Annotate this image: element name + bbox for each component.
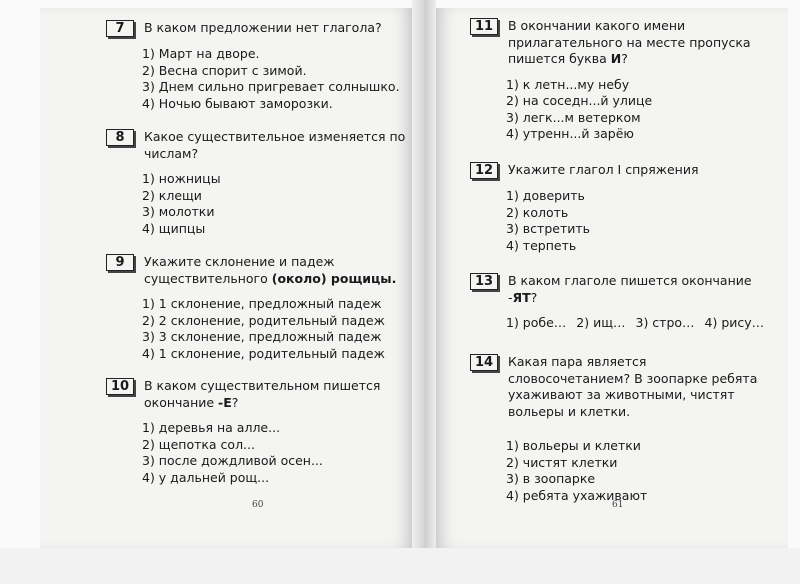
option: 3) Днем сильно пригревает солнышко. — [142, 79, 400, 94]
question-number: 7 — [106, 20, 134, 37]
question-text-bold: -Е — [218, 394, 232, 410]
question-13 — [470, 273, 770, 332]
question-text-end: ? — [621, 51, 628, 66]
question-text-end: ? — [231, 394, 239, 410]
option: 1) 1 склонение, предложный падеж — [142, 296, 382, 311]
option: 2) на соседн...й улице — [506, 93, 653, 108]
question-number: 10 — [106, 378, 134, 395]
question-number: 11 — [470, 18, 498, 35]
option: 3) 3 склонение, предложный падеж — [142, 329, 382, 344]
option: 2) 2 склонение, родительный падеж — [142, 312, 385, 328]
option: 3) молотки — [142, 204, 215, 219]
option: 2) клещи — [142, 187, 202, 203]
options-list — [106, 420, 406, 486]
question-number: 14 — [470, 354, 498, 371]
question-7 — [106, 20, 406, 112]
option: 4) Ночью бывают заморозки. — [142, 95, 333, 111]
page-number-right: 61 — [612, 500, 624, 510]
question-14 — [470, 354, 770, 504]
question-text: Укажите глагол I спряжения — [508, 162, 699, 177]
question-text: В каком предложении нет глагола? — [144, 20, 382, 35]
option: 4) терпеть — [506, 237, 577, 253]
option: 1) робе… — [506, 315, 567, 330]
option: 3) после дождливой осен... — [142, 453, 323, 468]
option: 3) в зоопарке — [506, 471, 596, 486]
option: 4) рису… — [704, 315, 765, 330]
options-list — [470, 438, 770, 504]
option: 3) встретить — [506, 221, 591, 236]
option: 1) к летн...му небу — [506, 76, 630, 92]
options-list — [106, 171, 406, 237]
question-number: 8 — [106, 129, 134, 146]
options-list — [106, 296, 406, 362]
question-number: 9 — [106, 254, 134, 271]
option: 1) доверить — [506, 188, 585, 203]
question-text-main: В каком существительном пишется окончание — [144, 378, 381, 410]
question-text: Какое существительное изменяется по числам? — [144, 129, 406, 161]
question-11 — [470, 18, 770, 143]
options-list — [106, 46, 406, 112]
question-text-bold: ЯТ — [512, 289, 531, 305]
option: 4) утренн...й зарёю — [506, 126, 634, 141]
options-list — [470, 77, 770, 143]
question-number: 12 — [470, 162, 498, 179]
options-list — [470, 188, 770, 254]
question-text: Какая пара является словосочетанием? В зоопарке ребята ухаживают за животными, чистят вольеры и клетки. — [508, 354, 758, 419]
option: 2) щепотка сол... — [142, 436, 255, 452]
option: 4) 1 склонение, родительный падеж — [142, 345, 385, 361]
option: 2) ищ… — [576, 315, 626, 330]
question-text — [144, 254, 406, 287]
question-9 — [106, 254, 406, 362]
option: 1) Март на дворе. — [142, 46, 260, 61]
question-10 — [106, 378, 406, 486]
question-12 — [470, 162, 770, 254]
option: 4) у дальней рощ... — [142, 469, 270, 485]
option: 1) вольеры и клетки — [506, 438, 641, 453]
question-number: 13 — [470, 273, 498, 290]
option: 2) Весна спорит с зимой. — [142, 62, 307, 78]
book-gutter — [412, 0, 436, 584]
option: 2) чистят клетки — [506, 454, 618, 470]
question-text — [144, 378, 406, 411]
question-text — [508, 18, 770, 68]
question-text-bold: И — [610, 51, 622, 66]
question-text-main: В каком глаголе пишется окончание - — [508, 273, 752, 305]
page-number-left: 60 — [252, 500, 264, 510]
option: 3) легк...м ветерком — [506, 109, 641, 125]
option: 2) колоть — [506, 204, 569, 220]
question-text-main: В окончании какого имени прилагательного на месте пропуска пишется буква — [508, 18, 751, 66]
question-text — [508, 273, 770, 306]
page-bottom-edge — [0, 548, 800, 584]
options-list — [470, 315, 770, 332]
option: 4) щипцы — [142, 220, 206, 236]
question-8 — [106, 129, 406, 237]
option: 1) деревья на алле... — [142, 420, 281, 435]
question-text-end: ? — [530, 289, 538, 305]
question-text-main: Укажите склонение и падеж существительного — [144, 254, 335, 286]
option: 4) ребята ухаживают — [506, 487, 648, 503]
option: 1) ножницы — [142, 171, 221, 186]
option: 3) стро… — [635, 315, 695, 330]
question-text-bold: (около) рощицы. — [271, 270, 397, 286]
